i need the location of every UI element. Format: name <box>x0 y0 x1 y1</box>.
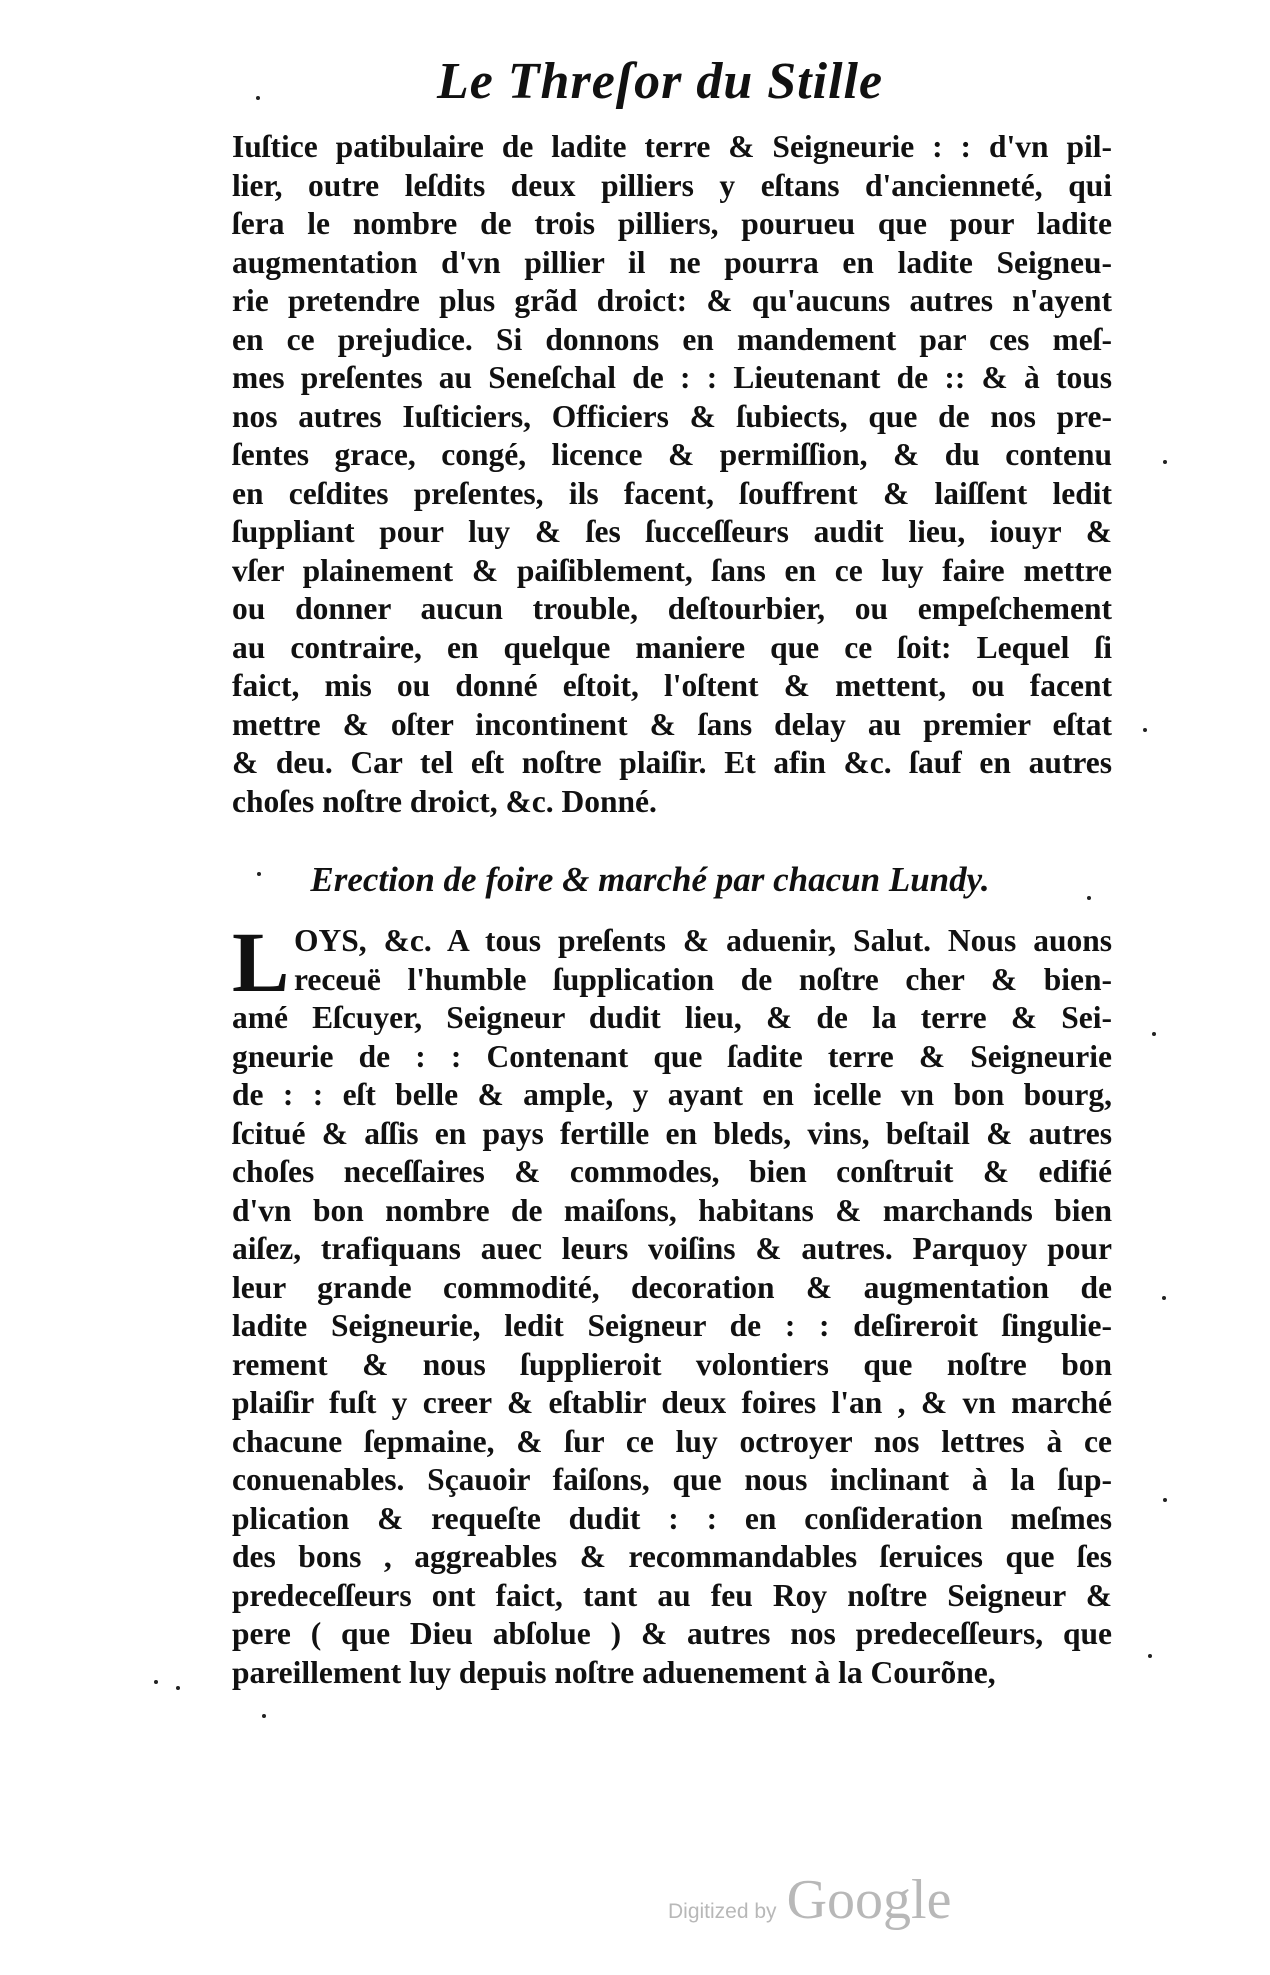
text-line: predeceſſeurs ont faict, tant au feu Roy noſtre Seigneur & <box>232 1577 1112 1613</box>
text-line: plaiſir fuſt y creer & eſtablir deux foires l'an , & vn marché <box>232 1385 1112 1420</box>
running-head: Le Threſor du Stille <box>436 53 884 110</box>
ink-speck <box>154 1680 158 1684</box>
text-line: ſcitué & aſſis en pays fertille en bleds, vins, beſtail & autres <box>232 1115 1112 1151</box>
text-line: ſentes grace, congé, licence & permiſſion, & du contenu <box>232 437 1112 472</box>
text-line: gneurie de : : Contenant que ſadite terre & Seigneurie <box>232 1038 1112 1074</box>
ink-speck <box>176 1686 180 1690</box>
text-line: receuë l'humble ſupplication de noſtre cher & bien- <box>294 961 1112 997</box>
section-heading: Erection de foire & marché par chacun Lundy. <box>310 860 990 899</box>
ink-speck <box>1163 460 1167 464</box>
text-line: & deu. Car tel eſt noſtre plaiſir. Et afin &c. ſauf en autres <box>232 745 1112 780</box>
text-line: aiſez, trafiquans auec leurs voiſins & autres. Parquoy pour <box>232 1231 1112 1266</box>
ink-speck <box>1162 1296 1166 1300</box>
ink-speck <box>1143 728 1147 732</box>
text-line: ſera le nombre de trois pilliers, pourueu que pour ladite <box>232 206 1112 241</box>
text-line: de : : eſt belle & ample, y ayant en icelle vn bon bourg, <box>232 1077 1112 1112</box>
text-line: faict, mis ou donné eſtoit, l'oſtent & mettent, ou facent <box>232 668 1112 703</box>
watermark-prefix: Digitized by <box>668 1900 777 1923</box>
text-line: choſes noſtre droict, &c. Donné. <box>232 783 657 819</box>
drop-cap: L <box>232 914 290 1010</box>
text-line: augmentation d'vn pillier il ne pourra en ladite Seigneu- <box>232 244 1112 280</box>
text-line: rie pretendre plus grãd droict: & qu'aucuns autres n'ayent <box>232 283 1112 318</box>
text-line: au contraire, en quelque maniere que ce ſoit: Lequel ſi <box>232 629 1112 665</box>
text-line: OYS, &c. A tous preſents & aduenir, Salut. Nous auons <box>294 923 1112 958</box>
text-line: lier, outre leſdits deux pilliers y eſtans d'ancienneté, qui <box>232 167 1112 203</box>
text-line: des bons , aggreables & recommandables ſeruices que ſes <box>232 1539 1112 1574</box>
ink-speck <box>1163 1498 1167 1502</box>
ink-speck <box>1087 896 1091 900</box>
text-line: pareillement luy depuis noſtre aduenement à la Courõne, <box>232 1654 996 1690</box>
text-line: Iuſtice patibulaire de ladite terre & Seigneurie : : d'vn pil- <box>232 129 1112 164</box>
text-line: ou donner aucun trouble, deſtourbier, ou empeſchement <box>232 591 1112 626</box>
text-line: leur grande commodité, decoration & augmentation de <box>232 1269 1112 1305</box>
text-line: ſuppliant pour luy & ſes ſucceſſeurs audit lieu, iouyr & <box>232 514 1112 549</box>
text-line: choſes neceſſaires & commodes, bien conſtruit & edifié <box>232 1154 1112 1189</box>
text-line: vſer plainement & paiſiblement, ſans en ce luy faire mettre <box>232 552 1112 588</box>
text-line: amé Eſcuyer, Seigneur dudit lieu, & de la terre & Sei- <box>232 1000 1112 1035</box>
text-line: conuenables. Sçauoir faiſons, que nous inclinant à la ſup- <box>232 1462 1112 1497</box>
digitized-by-google-watermark <box>668 1868 951 1932</box>
google-logo: Google <box>786 1869 952 1931</box>
ink-speck <box>256 96 260 100</box>
ink-speck <box>257 872 261 876</box>
text-line: en ce prejudice. Si donnons en mandement par ces meſ- <box>232 321 1112 357</box>
paragraph-letters-patent <box>232 914 1112 1692</box>
text-line: plication & requeſte dudit : : en conſideration meſmes <box>232 1500 1112 1536</box>
ink-speck <box>262 1714 266 1718</box>
ink-speck <box>1148 1654 1152 1658</box>
text-line: rement & nous ſupplieroit volontiers que noſtre bon <box>232 1346 1112 1382</box>
paragraph-continuation <box>232 128 1112 821</box>
text-line: d'vn bon nombre de maiſons, habitans & marchands bien <box>232 1192 1112 1228</box>
text-line: chacune ſepmaine, & ſur ce luy octroyer nos lettres à ce <box>232 1423 1112 1459</box>
ink-speck <box>1152 1032 1156 1036</box>
text-line: en ceſdites preſentes, ils facent, ſouffrent & laiſſent ledit <box>232 475 1112 511</box>
text-line: pere ( que Dieu abſolue ) & autres nos predeceſſeurs, que <box>232 1616 1112 1651</box>
text-line: ladite Seigneurie, ledit Seigneur de : : deſireroit ſingulie- <box>232 1308 1112 1343</box>
text-line: mes preſentes au Seneſchal de : : Lieutenant de :: & à tous <box>232 360 1112 395</box>
text-line: mettre & oſter incontinent & ſans delay au premier eſtat <box>232 706 1112 742</box>
text-line: nos autres Iuſticiers, Officiers & ſubiects, que de nos pre- <box>232 398 1112 434</box>
